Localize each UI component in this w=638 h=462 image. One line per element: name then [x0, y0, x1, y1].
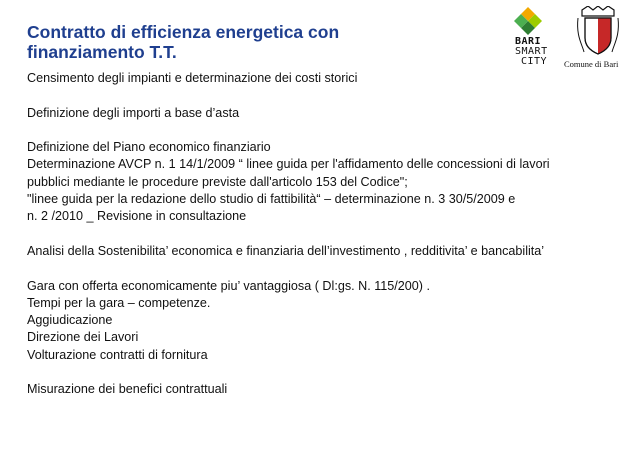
- logo-text-smart: SMART: [515, 46, 548, 57]
- paragraph-piano-economico: Definizione del Piano economico finanziario: [27, 140, 271, 155]
- paragraph-direzione-lavori: Direzione dei Lavori: [27, 330, 139, 345]
- comune-di-bari-label: Comune di Bari: [564, 59, 619, 69]
- comune-di-bari-logo: [564, 6, 636, 70]
- paragraph-aggiudicazione: Aggiudicazione: [27, 313, 113, 328]
- paragraph-misurazione: Misurazione dei benefici contrattuali: [27, 382, 228, 397]
- bari-smart-city-logo: [497, 6, 557, 72]
- paragraph-censimento: Censimento degli impianti e determinazione dei costi storici: [27, 71, 358, 85]
- page-title: [27, 22, 407, 62]
- logo-text-bari: BARI: [515, 36, 542, 47]
- paragraph-determinazione-avcp: Determinazione AVCP n. 1 14/1/2009 “ linee guida per l'affidamento delle concessioni di lavori pubblici mediante le procedure previste dall'articolo 153 del Codice";: [27, 157, 550, 189]
- coat-of-arms-icon: [576, 6, 620, 56]
- content-body: [27, 70, 591, 399]
- paragraph-volturazione: Volturazione contratti di fornitura: [27, 347, 208, 362]
- paragraph-analisi-sostenibilita: Analisi della Sostenibilita’ economica e finanziaria dell’investimento , redditivita’ e bancabilita’: [27, 243, 545, 258]
- logo-text-city: CITY: [521, 56, 548, 67]
- paragraph-linee-guida: "linee guida per la redazione dello studio di fattibilità“ – determinazione n. 3 30/5/2009 e: [27, 192, 516, 207]
- paragraph-gara: Gara con offerta economicamente piu’ vantaggiosa ( Dl:gs. N. 115/200) .: [27, 278, 430, 293]
- paragraph-revisione: n. 2 /2010 _ Revisione in consultazione: [27, 209, 247, 224]
- paragraph-importi: Definizione degli importi a base d’asta: [27, 105, 240, 120]
- bari-smart-city-emblem-icon: [513, 6, 543, 36]
- title-line-1: Contratto di efficienza energetica con: [27, 22, 340, 42]
- title-line-2: finanziamento T.T.: [27, 42, 177, 62]
- paragraph-tempi-gara: Tempi per la gara – competenze.: [27, 295, 211, 310]
